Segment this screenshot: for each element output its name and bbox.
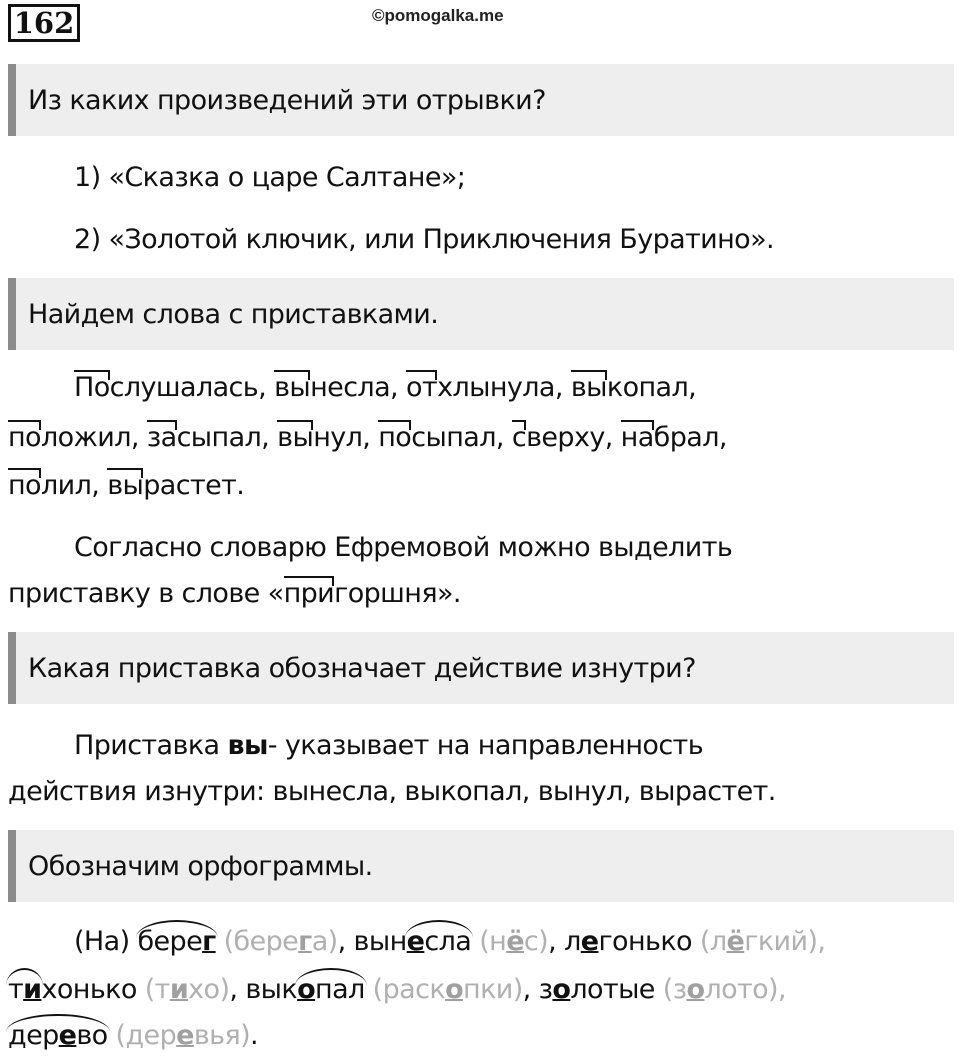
orthogram-line-1	[74, 922, 825, 962]
check-word	[655, 974, 786, 1005]
word-rest: несла,	[310, 372, 407, 403]
check-word	[471, 926, 548, 957]
root: сла	[424, 926, 472, 957]
word-root	[297, 970, 365, 1010]
word-rest: лил,	[40, 470, 108, 501]
orthogram: е	[406, 926, 425, 957]
check-text: пки)	[463, 974, 523, 1005]
word-rest: слушалась,	[109, 372, 275, 403]
root: бере	[137, 926, 203, 957]
prefix-mark: вы	[107, 466, 143, 506]
prefix-mark: По	[74, 368, 110, 408]
check-text: хо)	[188, 974, 230, 1005]
word-rest: верху,	[526, 422, 621, 453]
text: .	[250, 1020, 259, 1051]
answer-3-text-end: - указывает на направленность	[267, 730, 704, 761]
check-text: вья)	[193, 1020, 251, 1051]
prefix-bold: вы	[227, 730, 268, 761]
prefix-words-line-3	[8, 466, 244, 506]
orthogram: е	[58, 1020, 77, 1051]
word-root	[407, 922, 472, 962]
question-3-text: Какая приставка обозначает действие изнутри?	[28, 652, 696, 684]
answer-3-line-2: действия изнутри: вынесла, выкопал, вынул, вырастет.	[8, 776, 776, 807]
check-letter: и	[169, 974, 189, 1005]
word-root	[8, 1016, 108, 1056]
prefix-words-line-1	[74, 368, 696, 408]
check-text: (т	[136, 974, 170, 1005]
check-text: (н	[471, 926, 507, 957]
word-rest: копал,	[606, 372, 697, 403]
para-text: приставку в слове «	[8, 578, 284, 609]
answer-3-line-1	[74, 726, 703, 766]
check-text: (дер	[107, 1020, 177, 1051]
prefix-mark: за	[147, 418, 177, 458]
task-number: 162	[8, 4, 80, 42]
question-2	[8, 278, 954, 350]
check-word	[692, 926, 825, 957]
text: хонько	[41, 974, 137, 1005]
answer-3-text: Приставка	[74, 730, 228, 761]
question-1	[8, 64, 954, 136]
check-text: с)	[523, 926, 549, 957]
answer-2-para-line-1: Согласно словарю Ефремовой можно выделить	[74, 532, 733, 563]
prefix-words-line-2	[8, 418, 727, 458]
word-rest: ложил,	[40, 422, 147, 453]
prefix-mark: с	[512, 418, 526, 458]
text: (На)	[74, 926, 138, 957]
answer-1-line-1: 1) «Сказка о царе Салтане»;	[74, 162, 466, 193]
answer-1-line-2: 2) «Золотой ключик, или Приключения Буратино».	[74, 224, 775, 255]
prefix-mark: вы	[274, 368, 310, 408]
text: лотые	[570, 974, 655, 1005]
orthogram: е	[580, 926, 599, 957]
check-text: (з	[654, 974, 687, 1005]
orthogram-line-3	[8, 1016, 258, 1056]
prefix-mark: на	[621, 418, 654, 458]
text: гонько	[598, 926, 692, 957]
text: , вын	[337, 926, 407, 957]
word-rest: растет.	[143, 470, 245, 501]
check-text: гкий),	[744, 926, 826, 957]
check-word	[365, 974, 523, 1005]
prefix-mark: по	[8, 418, 41, 458]
root: дер	[8, 1020, 59, 1051]
check-letter: ё	[726, 926, 745, 957]
answer-2-para-line-2	[8, 574, 461, 614]
text: , л	[548, 926, 581, 957]
question-4	[8, 830, 954, 902]
check-word	[108, 1020, 250, 1051]
orthogram-line-2	[8, 970, 786, 1010]
check-text: (бере	[215, 926, 299, 957]
word-rest: хлынула,	[437, 372, 571, 403]
check-text: (раск	[364, 974, 446, 1005]
check-word	[216, 926, 338, 957]
watermark: ©pomogalka.me	[372, 6, 504, 25]
prefix-mark: от	[406, 368, 437, 408]
text: , вык	[229, 974, 298, 1005]
check-text: лото),	[704, 974, 786, 1005]
text: , з	[522, 974, 553, 1005]
word-rest: сыпал,	[176, 422, 278, 453]
orthogram: г	[202, 926, 216, 957]
check-letter: о	[445, 974, 464, 1005]
question-1-text: Из каких произведений эти отрывки?	[28, 84, 546, 116]
root: во	[76, 1020, 108, 1051]
word-bereg	[138, 922, 216, 962]
check-letter: е	[176, 1020, 194, 1051]
prefix-mark: по	[378, 418, 411, 458]
check-letter: ё	[506, 926, 524, 957]
word-rest: нул,	[313, 422, 379, 453]
word-rest: брал,	[653, 422, 727, 453]
word-root	[8, 970, 41, 1010]
prefix-mark: при	[284, 574, 335, 614]
prefix-mark: вы	[277, 418, 313, 458]
check-text: а)	[311, 926, 338, 957]
header	[0, 0, 960, 50]
prefix-mark: по	[8, 466, 41, 506]
root: т	[8, 974, 24, 1005]
prefix-mark: вы	[571, 368, 607, 408]
question-3	[8, 632, 954, 704]
para-text-end: горшня».	[334, 578, 461, 609]
orthogram: и	[23, 974, 42, 1005]
check-letter: г	[298, 926, 312, 957]
word-rest: сыпал,	[411, 422, 512, 453]
root: пал	[315, 974, 365, 1005]
question-2-text: Найдем слова с приставками.	[28, 298, 439, 330]
check-text: (л	[691, 926, 727, 957]
check-word	[137, 974, 230, 1005]
check-letter: о	[686, 974, 705, 1005]
question-4-text: Обозначим орфограммы.	[28, 850, 373, 882]
orthogram: о	[297, 974, 316, 1005]
orthogram: о	[552, 974, 571, 1005]
